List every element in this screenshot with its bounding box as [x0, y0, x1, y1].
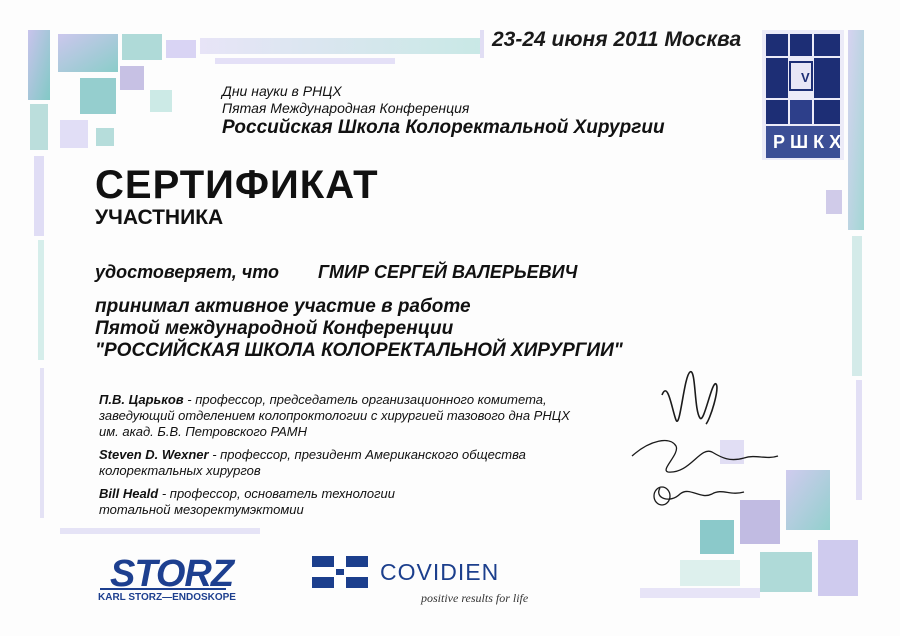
signatory-name: П.В. Царьков — [99, 392, 184, 407]
certificate-title: СЕРТИФИКАТ — [95, 163, 379, 207]
logo-roman-five: V — [801, 70, 810, 85]
signatory-name: Steven D. Wexner — [99, 447, 209, 462]
signatory-role-line: колоректальных хирургов — [99, 463, 261, 478]
signature-heald — [654, 487, 744, 505]
signatory-name: Bill Heald — [99, 486, 159, 501]
signatory-role: - профессор, президент Американского общества — [208, 447, 526, 462]
signatory-role-line: им. акад. Б.В. Петровского РАМН — [99, 424, 308, 439]
signatory-heald — [99, 486, 395, 501]
covidien-tagline: positive results for life — [421, 591, 529, 605]
school-title: Российская Школа Колоректальной Хирургии — [222, 117, 665, 138]
signature-wexner — [632, 441, 778, 473]
signatory-tsarkov — [99, 392, 547, 407]
participant-name: ГМИР СЕРГЕЙ ВАЛЕРЬЕВИЧ — [318, 262, 578, 282]
logo-letters: РШКХ — [773, 132, 847, 152]
covidien-logo-mark — [312, 556, 368, 588]
event-date-place: 23-24 июня 2011 Москва — [492, 28, 742, 51]
signatory-role-line: тотальной мезоректумэктомии — [99, 502, 304, 517]
storz-logo: STORZ — [110, 553, 234, 595]
signature-tsarkov — [662, 372, 717, 424]
certifies-text: удостоверяет, что — [95, 262, 279, 282]
signatory-role: - профессор, основатель технологии — [158, 486, 395, 501]
participation-line-3: "РОССИЙСКАЯ ШКОЛА КОЛОРЕКТАЛЬНОЙ ХИРУРГИИ" — [95, 340, 623, 361]
participation-line-2: Пятой международной Конференции — [95, 318, 454, 339]
certificate-subtitle: УЧАСТНИКА — [95, 206, 224, 229]
signatory-role: - профессор, председатель организационного комитета, — [183, 392, 547, 407]
conference-line: Пятая Международная Конференция — [222, 100, 470, 116]
science-days-line: Дни науки в РНЦХ — [222, 83, 342, 99]
covidien-logo-text: COVIDIEN — [380, 559, 500, 585]
participation-line-1: принимал активное участие в работе — [95, 296, 471, 317]
signatory-wexner — [99, 447, 526, 462]
storz-logo-subtitle: KARL STORZ—ENDOSKOPE — [98, 592, 236, 603]
signatory-role-line: заведующий отделением колопроктологии с хирургией тазового дна РНЦХ — [99, 408, 570, 423]
